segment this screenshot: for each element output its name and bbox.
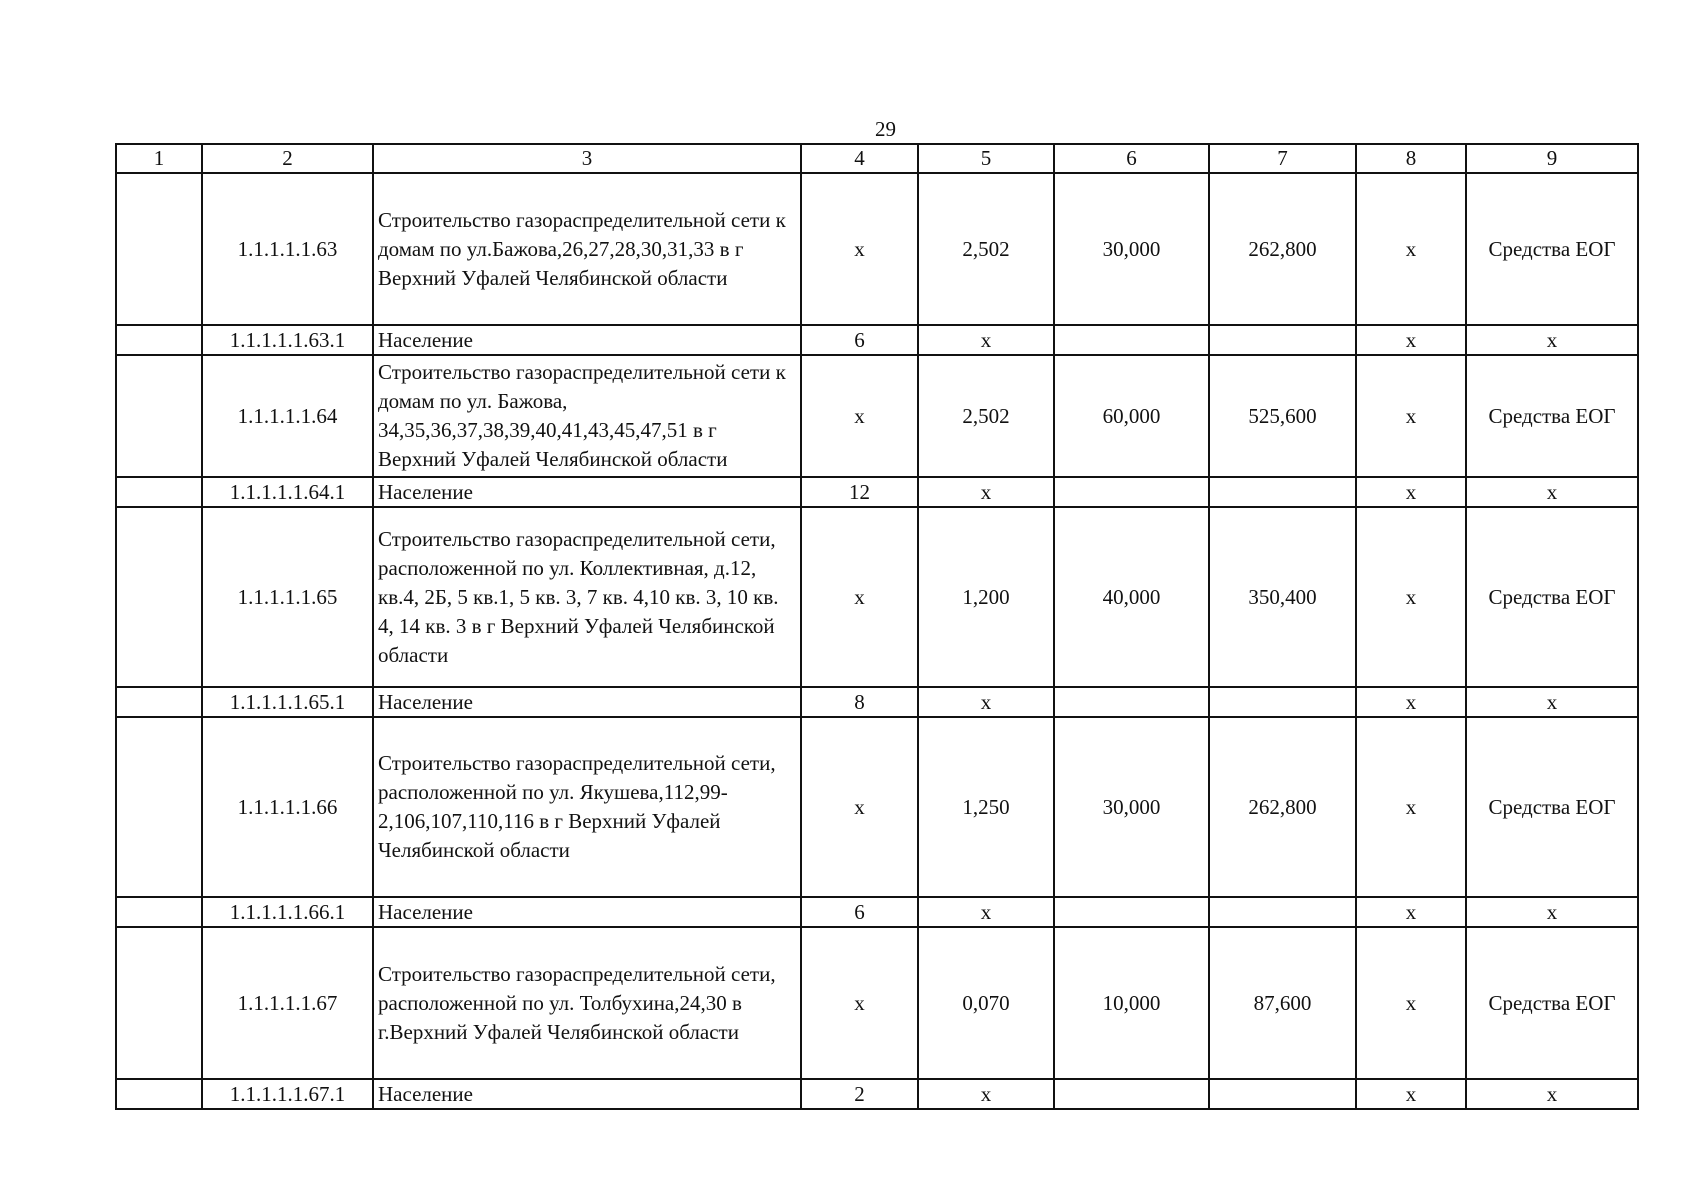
- table-row: [116, 355, 1638, 477]
- source-cell: х: [1466, 1079, 1638, 1109]
- source-cell: х: [1466, 897, 1638, 927]
- empty-cell: [116, 507, 202, 687]
- col7-cell: 87,600: [1209, 927, 1356, 1079]
- code-cell: 1.1.1.1.1.66.1: [202, 897, 373, 927]
- header-cell: 5: [918, 144, 1054, 173]
- source-cell: Средства ЕОГ: [1466, 717, 1638, 897]
- col6-cell: [1054, 897, 1209, 927]
- header-row: [116, 144, 1638, 173]
- col4-cell: 12: [801, 477, 918, 507]
- source-cell: Средства ЕОГ: [1466, 507, 1638, 687]
- code-cell: 1.1.1.1.1.65.1: [202, 687, 373, 717]
- description-cell: Строительство газораспределительной сети к домам по ул.Бажова,26,27,28,30,31,33 в г Верхний Уфалей Челябинской области: [373, 173, 801, 325]
- description-cell: Население: [373, 687, 801, 717]
- table-subrow: [116, 477, 1638, 507]
- description-cell: Строительство газораспределительной сети к домам по ул. Бажова, 34,35,36,37,38,39,40,41,43,45,47,51 в г Верхний Уфалей Челябинской области: [373, 355, 801, 477]
- source-cell: х: [1466, 477, 1638, 507]
- col5-cell: х: [918, 477, 1054, 507]
- col7-cell: 262,800: [1209, 173, 1356, 325]
- col4-cell: 6: [801, 897, 918, 927]
- description-cell: Население: [373, 897, 801, 927]
- col8-cell: х: [1356, 1079, 1466, 1109]
- code-cell: 1.1.1.1.1.66: [202, 717, 373, 897]
- table-subrow: [116, 687, 1638, 717]
- source-cell: Средства ЕОГ: [1466, 173, 1638, 325]
- code-cell: 1.1.1.1.1.63: [202, 173, 373, 325]
- col4-cell: х: [801, 173, 918, 325]
- col6-cell: [1054, 1079, 1209, 1109]
- source-cell: Средства ЕОГ: [1466, 355, 1638, 477]
- table-row: [116, 507, 1638, 687]
- col5-cell: 2,502: [918, 173, 1054, 325]
- col4-cell: х: [801, 507, 918, 687]
- header-cell: 9: [1466, 144, 1638, 173]
- header-cell: 1: [116, 144, 202, 173]
- data-table: [115, 143, 1639, 1110]
- col6-cell: 40,000: [1054, 507, 1209, 687]
- col8-cell: х: [1356, 897, 1466, 927]
- header-cell: 2: [202, 144, 373, 173]
- header-cell: 6: [1054, 144, 1209, 173]
- col7-cell: [1209, 325, 1356, 355]
- empty-cell: [116, 687, 202, 717]
- code-cell: 1.1.1.1.1.64.1: [202, 477, 373, 507]
- col5-cell: 0,070: [918, 927, 1054, 1079]
- col4-cell: х: [801, 927, 918, 1079]
- table-row: [116, 717, 1638, 897]
- col5-cell: х: [918, 897, 1054, 927]
- col5-cell: х: [918, 1079, 1054, 1109]
- description-cell: Население: [373, 325, 801, 355]
- col6-cell: [1054, 477, 1209, 507]
- code-cell: 1.1.1.1.1.67: [202, 927, 373, 1079]
- col5-cell: х: [918, 325, 1054, 355]
- col8-cell: х: [1356, 507, 1466, 687]
- code-cell: 1.1.1.1.1.65: [202, 507, 373, 687]
- code-cell: 1.1.1.1.1.63.1: [202, 325, 373, 355]
- header-cell: 7: [1209, 144, 1356, 173]
- description-cell: Строительство газораспределительной сети, расположенной по ул. Якушева,112,99-2,106,107,110,116 в г Верхний Уфалей Челябинской области: [373, 717, 801, 897]
- table-subrow: [116, 325, 1638, 355]
- empty-cell: [116, 897, 202, 927]
- col4-cell: 6: [801, 325, 918, 355]
- col8-cell: х: [1356, 687, 1466, 717]
- source-cell: Средства ЕОГ: [1466, 927, 1638, 1079]
- empty-cell: [116, 173, 202, 325]
- empty-cell: [116, 477, 202, 507]
- table-subrow: [116, 897, 1638, 927]
- col7-cell: [1209, 687, 1356, 717]
- table-row: [116, 173, 1638, 325]
- col5-cell: х: [918, 687, 1054, 717]
- header-cell: 8: [1356, 144, 1466, 173]
- description-cell: Строительство газораспределительной сети, расположенной по ул. Толбухина,24,30 в г.Верхний Уфалей Челябинской области: [373, 927, 801, 1079]
- table-row: [116, 927, 1638, 1079]
- col6-cell: 30,000: [1054, 717, 1209, 897]
- col7-cell: 262,800: [1209, 717, 1356, 897]
- col7-cell: [1209, 1079, 1356, 1109]
- col6-cell: 10,000: [1054, 927, 1209, 1079]
- description-cell: Строительство газораспределительной сети, расположенной по ул. Коллективная, д.12, кв.4, 2Б, 5 кв.1, 5 кв. 3, 7 кв. 4,10 кв. 3, 10 кв. 4, 14 кв. 3 в г Верхний Уфалей Челябинской области: [373, 507, 801, 687]
- header-cell: 3: [373, 144, 801, 173]
- col5-cell: 1,250: [918, 717, 1054, 897]
- col8-cell: х: [1356, 355, 1466, 477]
- code-cell: 1.1.1.1.1.67.1: [202, 1079, 373, 1109]
- header-cell: 4: [801, 144, 918, 173]
- empty-cell: [116, 355, 202, 477]
- page-number: 29: [875, 117, 896, 141]
- col4-cell: х: [801, 355, 918, 477]
- col4-cell: х: [801, 717, 918, 897]
- col5-cell: 1,200: [918, 507, 1054, 687]
- col8-cell: х: [1356, 717, 1466, 897]
- empty-cell: [116, 325, 202, 355]
- table-subrow: [116, 1079, 1638, 1109]
- description-cell: Население: [373, 1079, 801, 1109]
- col7-cell: 525,600: [1209, 355, 1356, 477]
- source-cell: х: [1466, 325, 1638, 355]
- col7-cell: [1209, 897, 1356, 927]
- col7-cell: 350,400: [1209, 507, 1356, 687]
- code-cell: 1.1.1.1.1.64: [202, 355, 373, 477]
- empty-cell: [116, 717, 202, 897]
- empty-cell: [116, 1079, 202, 1109]
- col8-cell: х: [1356, 325, 1466, 355]
- source-cell: х: [1466, 687, 1638, 717]
- col6-cell: [1054, 687, 1209, 717]
- col4-cell: 2: [801, 1079, 918, 1109]
- col8-cell: х: [1356, 927, 1466, 1079]
- col8-cell: х: [1356, 477, 1466, 507]
- col4-cell: 8: [801, 687, 918, 717]
- col6-cell: [1054, 325, 1209, 355]
- col8-cell: х: [1356, 173, 1466, 325]
- empty-cell: [116, 927, 202, 1079]
- col5-cell: 2,502: [918, 355, 1054, 477]
- col6-cell: 30,000: [1054, 173, 1209, 325]
- col6-cell: 60,000: [1054, 355, 1209, 477]
- col7-cell: [1209, 477, 1356, 507]
- description-cell: Население: [373, 477, 801, 507]
